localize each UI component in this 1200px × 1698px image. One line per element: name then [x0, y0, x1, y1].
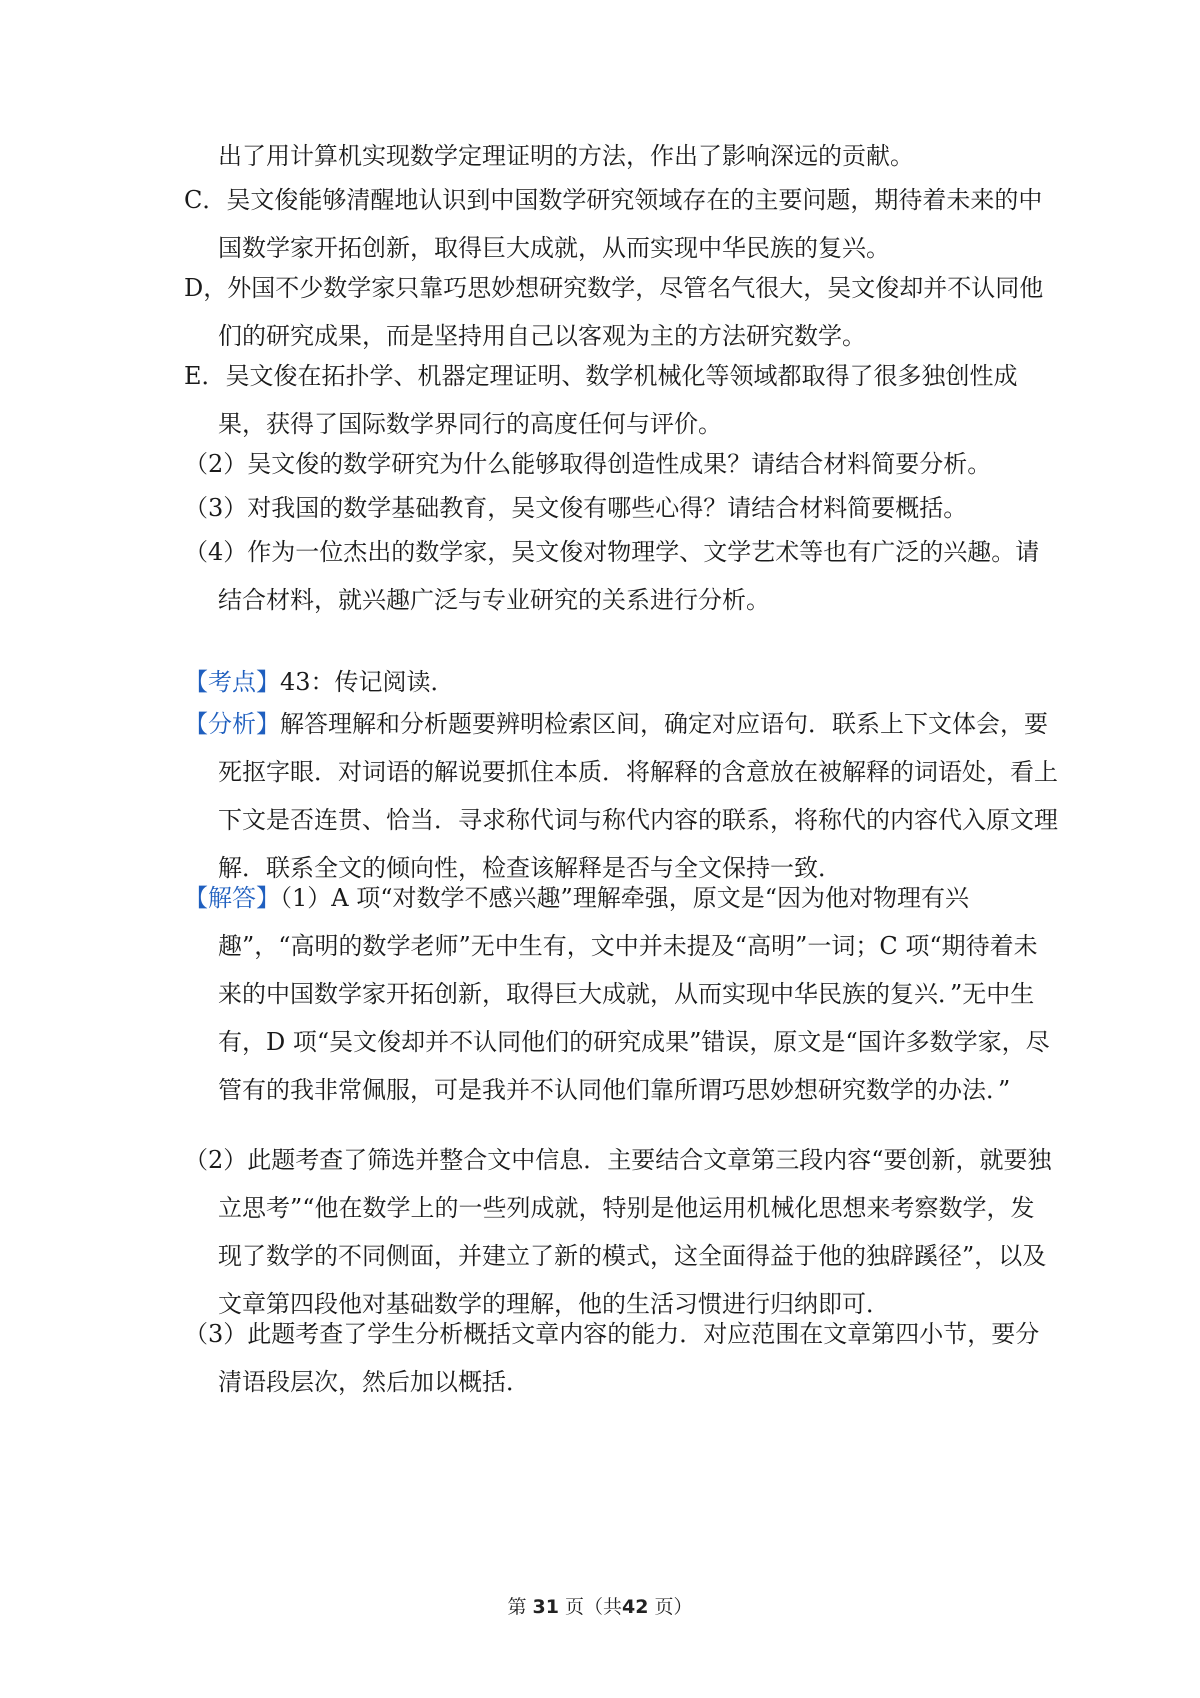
question-4: （4）作为一位杰出的数学家，吴文俊对物理学、文学艺术等也有广泛的兴趣。请结合材料，就兴趣广泛与专业研究的关系进行分析。 [184, 538, 1040, 614]
fenxi-section [184, 700, 1058, 892]
answer-2: （2）此题考查了筛选并整合文中信息．主要结合文章第三段内容“要创新，就要独立思考”“他在数学上的一些列成就，特别是他运用机械化思想来考察数学，发现了数学的不同侧面，并建立了新的模式，这全面得益于他的独辟蹊径”，以及文章第四段他对基础数学的理解，他的生活习惯进行归纳即可． [184, 1146, 1052, 1318]
kaodian-text: 43：传记阅读． [280, 668, 455, 696]
footer-page-number: 31 [532, 1596, 559, 1618]
jieda-text: （1）A 项“对数学不感兴趣”理解牵强，原文是“因为他对物理有兴趣”，“高明的数学老师”无中生有，文中并未提及“高明”一词；C 项“期待着未来的中国数学家开拓创新，取得巨大成就，从而实现中华民族的复兴．”无中生有，D 项“吴文俊却并不认同他们的研究成果”错误，原文是“国许多数学家，尽管有的我非常佩服，可是我并不认同他们靠所谓巧思妙想研究数学的办法．” [218, 884, 1050, 1104]
footer-post: 页） [654, 1596, 693, 1618]
answer-3: （3）此题考查了学生分析概括文章内容的能力．对应范围在文章第四小节，要分清语段层次，然后加以概括． [184, 1320, 1040, 1396]
jieda-label: 【解答】 [184, 884, 280, 912]
footer-pre: 第 [507, 1596, 527, 1618]
question-3: （3）对我国的数学基础教育，吴文俊有哪些心得？请结合材料简要概括。 [184, 494, 968, 522]
fenxi-label: 【分析】 [184, 710, 280, 738]
kaodian-label: 【考点】 [184, 668, 280, 696]
jieda-section [184, 874, 1058, 1114]
fenxi-text: 解答理解和分析题要辨明检索区间，确定对应语句．联系上下文体会，要死抠字眼．对词语的解说要抓住本质．将解释的含意放在被解释的词语处，看上下文是否连贯、恰当．寻求称代词与称代内容的联系，将称代的内容代入原文理解．联系全文的倾向性，检查该解释是否与全文保持一致． [218, 710, 1058, 882]
option-e: E．吴文俊在拓扑学、机器定理证明、数学机械化等领域都取得了很多独创性成果，获得了国际数学界同行的高度任何与评价。 [184, 362, 1018, 438]
option-d: D，外国不少数学家只靠巧思妙想研究数学，尽管名气很大，吴文俊却并不认同他们的研究成果，而是坚持用自己以客观为主的方法研究数学。 [184, 274, 1044, 350]
option-b-continuation: 出了用计算机实现数学定理证明的方法，作出了影响深远的贡献。 [218, 142, 914, 170]
footer-total-pages: 42 [622, 1596, 649, 1618]
option-c: C．吴文俊能够清醒地认识到中国数学研究领域存在的主要问题，期待着未来的中国数学家开拓创新，取得巨大成就，从而实现中华民族的复兴。 [184, 186, 1043, 262]
question-2: （2）吴文俊的数学研究为什么能够取得创造性成果？请结合材料简要分析。 [184, 450, 992, 478]
footer-mid: 页（共 [565, 1596, 623, 1618]
kaodian-section [184, 658, 1058, 706]
page-footer [0, 1593, 1200, 1621]
